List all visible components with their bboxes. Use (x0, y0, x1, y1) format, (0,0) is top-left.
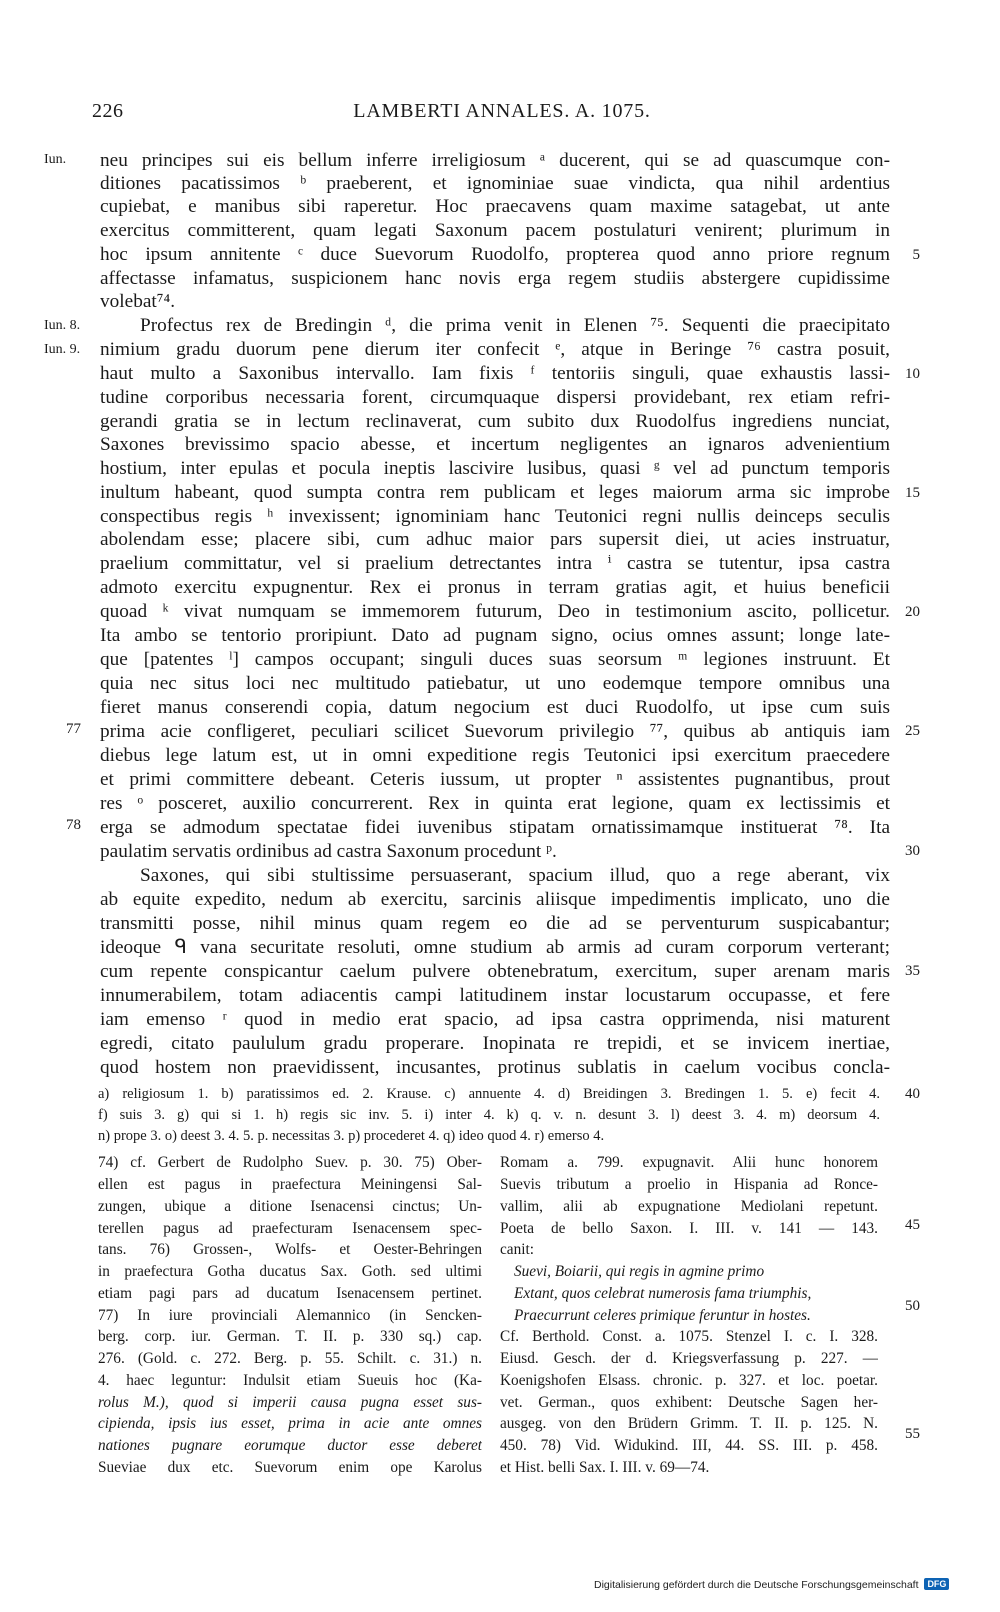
text-line: nimium gradu duorum pene dierum iter confecit ᵉ, atque in Beringe ⁷⁶ castra posuit, (100, 339, 890, 360)
text-line: que [patentes ˡ] campos occupant; singuli duces suas seorsum ᵐ legiones instruunt. Et (100, 649, 890, 670)
note-line: Sueviae dux etc. Suevorum enim ope Karolus (98, 1459, 482, 1476)
text-line: innumerabilem, totam adiacentis campi latitudinem instar locustarum occupasse, et fere (100, 985, 890, 1006)
margin-date: Iun. (44, 152, 67, 167)
text-line: cupiebat, e manibus sibi raperetur. Hoc praecavens quam maxime satagebat, ut ante (100, 196, 890, 217)
note-line: nationes pugnare eorumque ductor esse deberet (98, 1437, 482, 1454)
note-line: vallim, alii ab expugnatione Mediolani repetunt. (500, 1198, 878, 1215)
text-line: inultum habeant, quod sumpta contra rem publicam et leges maiorum arma sic improbe (100, 482, 890, 503)
note-line: Cf. Berthold. Const. a. 1075. Stenzel I. c. I. 328. (500, 1328, 878, 1345)
line-number: 10 (905, 366, 920, 382)
text-line: ideoque ᑫ vana securitate resoluti, omne studium ab armis ad curam corporum verterant; (100, 937, 890, 958)
note-line: vet. German., quos exhibent: Deutsche Sagen her- (500, 1394, 878, 1411)
line-number: 15 (905, 485, 920, 501)
note-line: 77) In iure provinciali Alemannico (in Sencken- (98, 1307, 482, 1324)
page-number: 226 (92, 100, 124, 122)
note-line: etiam pagi pars ad ducatum Isenacensem pertinet. (98, 1285, 482, 1302)
text-line: res ᵒ posceret, auxilio concurrerent. Rex in quinta erat legione, quam ex lectissimis et (100, 793, 890, 814)
note-line: canit: (500, 1241, 534, 1258)
note-line: Koenigshofen Elsass. chronic. p. 327. et loc. poetar. (500, 1372, 878, 1389)
note-line: cipienda, ipsis ius esset, prima in acie ante omnes (98, 1415, 482, 1432)
text-line: ditiones pacatissimos ᵇ praeberent, et ignominiae suae vindicta, qua nihil ardentius (100, 173, 890, 194)
note-line: 74) cf. Gerbert de Rudolpho Suev. p. 30. 75) Ober- (98, 1154, 482, 1171)
text-line: quoad ᵏ vivat numquam se immemorem futurum, Deo in testimonium ascito, pollicetur. (100, 601, 890, 622)
text-line: fieret manus conserendi copia, datum negocium est duci Ruodolfo, ut ipse cum suis (100, 697, 890, 718)
line-number: 45 (905, 1217, 920, 1233)
text-line: Saxones, qui sibi stultissime persuaserant, spacium illud, quo a rege aberant, vix (140, 865, 890, 886)
note-line: in praefectura Gotha ducatus Sax. Goth. sed ultimi (98, 1263, 482, 1280)
digitization-credit (594, 1578, 949, 1591)
text-line: Profectus rex de Bredingin ᵈ, die prima venit in Elenen ⁷⁵. Sequenti die praecipitato (140, 315, 890, 336)
line-number: 40 (905, 1086, 920, 1102)
text-line: volebat⁷⁴. (100, 291, 176, 312)
variant-line: a) religiosum 1. b) paratissimos ed. 2. Krause. c) annuente 4. d) Breidingen 3. Bredingen 1. 5. e) fecit 4. (98, 1086, 880, 1102)
line-number: 5 (912, 247, 920, 263)
text-line: Ita ambo se tentorio proripiunt. Dato ad pugnam signo, ocius omnes assunt; longe late- (100, 625, 890, 646)
note-line: ellen est pagus in praefectura Meiningensi Sal- (98, 1176, 482, 1193)
margin-date: Iun. 9. (44, 342, 81, 357)
note-line: berg. corp. iur. German. T. II. p. 330 sq.) cap. (98, 1328, 482, 1345)
note-line: Poeta de bello Saxon. I. III. v. 141 — 143. (500, 1220, 878, 1237)
running-head: LAMBERTI ANNALES. A. 1075. (353, 100, 651, 122)
note-marker: 77 (66, 721, 81, 737)
note-line: ausgeg. von den Brüdern Grimm. T. II. p. 125. N. (500, 1415, 878, 1432)
text-line: praelium committatur, vel si praelium detrectantes intra ⁱ castra se tutentur, ipsa castra (100, 553, 890, 574)
note-line: et Hist. belli Sax. I. III. v. 69—74. (500, 1459, 710, 1476)
text-line: diebus lege latum est, ut in omni expeditione regis Teutonici ipsi exercitum praecedere (100, 745, 890, 766)
note-line: Romam a. 799. expugnavit. Alii hunc honorem (500, 1154, 878, 1171)
text-line: abolendam esse; placere sibi, cum adhuc maior pars supersit diei, ut acies instruatur, (100, 529, 890, 550)
dfg-logo: DFG (924, 1578, 949, 1590)
line-number: 25 (905, 723, 920, 739)
text-line: affectasse infamatus, suspicionem hanc novis erga regem studiis abstergere cupidissime (100, 268, 890, 289)
text-line: egredi, citato paululum gradu properare. Inopinata re trepidi, et se invicem inertiae, (100, 1033, 890, 1054)
note-line: 450. 78) Vid. Widukind. III, 44. SS. III. p. 458. (500, 1437, 878, 1454)
text-line: neu principes sui eis bellum inferre irreligiosum ᵃ ducerent, qui se ad quascumque con- (100, 150, 890, 171)
text-line: et primi committere debeant. Ceteris iussum, ut propter ⁿ assistentes pugnantibus, prout (100, 769, 890, 790)
variant-line: n) prope 3. o) deest 3. 4. 5. p. necessitas 3. p) procederet 4. q) ideo quod 4. r) emerso 4. (98, 1128, 605, 1144)
note-line: terellen pagus ad praefecturam Isenacensem spec- (98, 1220, 482, 1237)
note-marker: 78 (66, 817, 81, 833)
margin-date: Iun. 8. (44, 318, 81, 333)
note-line: 276. (Gold. c. 272. Berg. p. 55. Schilt. c. 31.) n. (98, 1350, 482, 1367)
line-number: 55 (905, 1426, 920, 1442)
text-line: quia nec situs loci nec multitudo patiebatur, ut uno eodemque tempore omnibus una (100, 673, 890, 694)
text-line: Saxones brevissimo spacio abesse, et incertum negligentes an ignaros advenientium (100, 434, 890, 455)
line-number: 35 (905, 963, 920, 979)
text-line: hoc ipsum annitente ᶜ duce Suevorum Ruodolfo, propterea quod anno priore regnum (100, 244, 890, 265)
text-line: tudine corporibus necessaria forent, circumquaque dispersi providebant, rex etiam refri- (100, 387, 890, 408)
text-line: hostium, inter epulas et pocula ineptis lascivire lusibus, quasi ᵍ vel ad punctum temporis (100, 458, 890, 479)
line-number: 30 (905, 843, 920, 859)
page-header (92, 100, 912, 130)
text-line: prima acie confligeret, peculiari scilicet Suevorum privilegio ⁷⁷, quibus ab antiquis iam (100, 721, 890, 742)
text-line: ab equite expedito, nedum ab exercitu, sarcinis aliisque impedimentis implicato, uno die (100, 889, 890, 910)
variant-line: f) suis 3. g) qui si 1. h) regis sic inv. 5. i) inter 4. k) q. v. n. desunt 3. l) deest 3. 4. m) deorsum 4. (98, 1107, 880, 1123)
line-number: 50 (905, 1298, 920, 1314)
text-line: transmitti posse, nihil minus quam regem eo die ad se perventurum suspicabantur; (100, 913, 890, 934)
note-line: zungen, ubique a ditione Isenacensi cinctus; Un- (98, 1198, 482, 1215)
note-line: tans. 76) Grossen-, Wolfs- et Oester-Behringen (98, 1241, 482, 1258)
text-line: exercitus committerent, quam legati Saxonum pacem postulaturi venirent; plurimum in (100, 220, 890, 241)
verse-line: Praecurrunt celeres primique feruntur in hostes. (514, 1307, 811, 1324)
credit-text: Digitalisierung gefördert durch die Deutsche Forschungsgemeinschaft (594, 1579, 919, 1591)
text-line: conspectibus regis ʰ invexissent; ignominiam hanc Teutonici regni nullis deinceps seculis (100, 506, 890, 527)
text-line: haut multo a Saxonibus intervallo. Iam fixis ᶠ tentoriis singuli, quae exhaustis lassi- (100, 363, 890, 384)
text-line: gerandi gratia se in lectum reclinaverat, cum subito dux Ruodolfus ingrediens nunciat, (100, 411, 890, 432)
text-line: erga se admodum spectatae fidei iuvenibus stipatam ornatissimamque instituerat ⁷⁸. Ita (100, 817, 890, 838)
verse-line: Suevi, Boiarii, qui regis in agmine primo (514, 1263, 765, 1280)
text-line: quod hostem non praevidissent, incusantes, protinus sublatis in caelum vocibus concla- (100, 1057, 890, 1078)
text-line: paulatim servatis ordinibus ad castra Saxonum procedunt ᵖ. (100, 841, 557, 862)
note-line: 4. haec leguntur: Indulsit etiam Sueuis hoc (Ka- (98, 1372, 482, 1389)
line-number: 20 (905, 604, 920, 620)
note-line: Eiusd. Gesch. der d. Kriegsverfassung p. 227. — (500, 1350, 878, 1367)
verse-line: Extant, quos celebrat numerosis fama triumphis, (514, 1285, 812, 1302)
text-line: admoto exercitu expugnentur. Rex ei pronus in terram gratias agit, et huius beneficii (100, 577, 890, 598)
text-line: cum repente conspicantur caelum pulvere obtenebratum, exercitum, super arenam maris (100, 961, 890, 982)
note-line: Suevis tributum a proelio in Hispania ad Ronce- (500, 1176, 878, 1193)
note-line: rolus M.), quod si imperii causa pugna esset sus- (98, 1394, 482, 1411)
text-line: iam emenso ʳ quod in medio erat spacio, ad ipsa castra opprimenda, nisi maturent (100, 1009, 890, 1030)
